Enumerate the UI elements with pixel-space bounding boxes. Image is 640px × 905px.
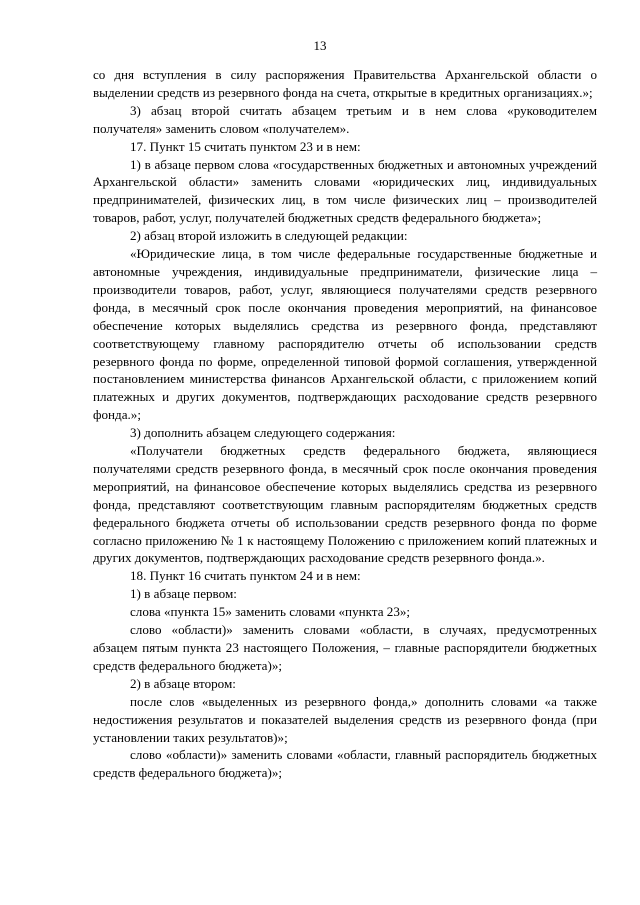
- paragraph: «Получатели бюджетных средств федерального бюджета, являющиеся получателями средств резервного фонда, в месячный срок после окончания проведения мероприятий, на финансовое обеспечение которых выделялись средства из резервного фонда, представляют соответствующим главным распорядителям бюджетных средств федерального бюджета отчеты об использовании средств резервного фонда по форме согласно приложению № 1 к настоящему Положению с приложением копий платежных и других документов, подтверждающих расходование средств резервного фонда.».: [93, 443, 597, 566]
- paragraph: 17. Пункт 15 считать пунктом 23 и в нем:: [130, 138, 361, 154]
- paragraph: 18. Пункт 16 считать пунктом 24 и в нем:: [130, 568, 361, 584]
- paragraph: «Юридические лица, в том числе федеральные государственные бюджетные и автономные учреждения, индивидуальные предприниматели, физические лица – производители товаров, работ, услуг, являющиеся получателями средств резервного фонда, в месячный срок после окончания проведения мероприятий, на финансовое обеспечение которых выделялись средства из резервного фонда, представляют соответствующему главному распорядителю отчеты об использовании средств резервного фонда по форме, определенной типовой формой соглашения, утвержденной постановлением министерства финансов Архангельской области, с приложением копий платежных и других документов, подтверждающих расходование средств резервного фонда.»;: [93, 246, 597, 423]
- paragraph: слова «пункта 15» заменить словами «пункта 23»;: [130, 604, 411, 620]
- paragraph: 2) абзац второй изложить в следующей редакции:: [130, 228, 408, 244]
- paragraph: 3) абзац второй считать абзацем третьим и в нем слова «руководителем получателя» заменить словом «получателем».: [93, 102, 597, 136]
- page-number: 13: [313, 38, 327, 53]
- paragraph: 1) в абзаце первом слова «государственных бюджетных и автономных учреждений Архангельской области» заменить словами «юридических лиц, индивидуальных предпринимателей, физических лиц, в том числе физических лиц – производителей товаров, работ, услуг, получателей бюджетных средств федерального бюджета»;: [93, 156, 597, 226]
- paragraph: после слов «выделенных из резервного фонда,» дополнить словами «а также недостижения результатов и показателей выделения средств из резервного фонда (при установлении таких результатов)»;: [93, 693, 597, 745]
- paragraph: 1) в абзаце первом:: [130, 586, 237, 602]
- paragraph: слово «области)» заменить словами «области, в случаях, предусмотренных абзацем пятым пункта 23 настоящего Положения, – главные распорядители бюджетных средств федерального бюджета)»;: [93, 622, 597, 673]
- paragraph: со дня вступления в силу распоряжения Правительства Архангельской области о выделении средств из резервного фонда на счета, открытые в кредитных организациях.»;: [93, 67, 597, 100]
- document-body: [93, 66, 597, 782]
- paragraph: 3) дополнить абзацем следующего содержания:: [130, 425, 396, 441]
- paragraph: слово «области)» заменить словами «области, главный распорядитель бюджетных средств федерального бюджета)»;: [93, 747, 597, 781]
- paragraph: 2) в абзаце втором:: [130, 675, 236, 691]
